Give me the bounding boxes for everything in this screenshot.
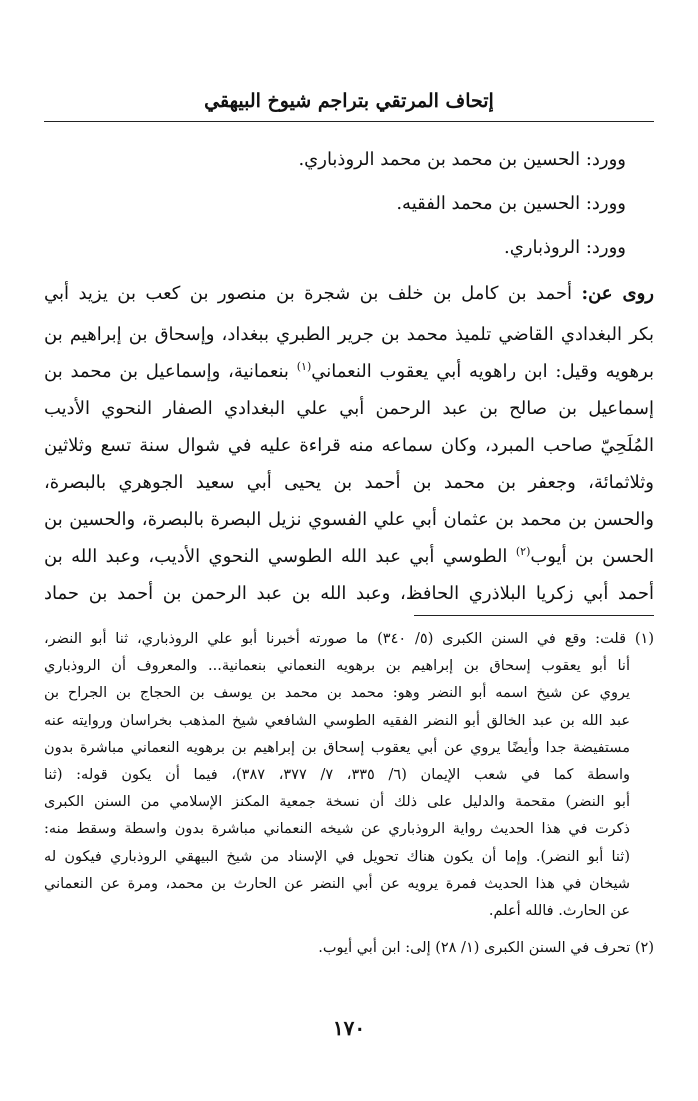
narration-text: الحسن بن أيوب bbox=[530, 546, 654, 567]
narration-line: إسماعيل بن صالح بن عبد الرحمن أبي علي البغدادي الصفار النحوي الأديب bbox=[44, 398, 654, 419]
narration-line: وثلاثمائة، وجعفر بن محمد بن أحمد بن يحيى أبي سعيد الجوهري بالبصرة، bbox=[44, 472, 654, 493]
footnotes bbox=[44, 626, 654, 962]
running-title: إتحاف المرتقي بتراجم شيوخ البيهقي bbox=[204, 90, 494, 112]
narration-line: بكر البغدادي القاضي تلميذ محمد بن جرير الطبري ببغداد، وإسحاق بن إبراهيم بن bbox=[44, 324, 654, 345]
footnote-ref-1[interactable]: (١) bbox=[296, 360, 312, 373]
narration-line bbox=[44, 353, 654, 390]
entry-line: وورد: الحسين بن محمد الفقيه. bbox=[396, 193, 626, 214]
footnote-line: يروي عن شيخ اسمه أبو النضر وهو: محمد بن محمد بن يوسف بن الحجاج بن الجراح بن bbox=[44, 685, 630, 702]
page-number: ١٧٠ bbox=[332, 1016, 366, 1040]
narration-line: والحسن بن محمد بن عثمان أبي علي الفسوي نزيل البصرة بالبصرة، والحسين بن bbox=[44, 509, 654, 530]
narration-text: أحمد بن كامل بن خلف بن شجرة بن منصور بن كعب بن يزيد أبي bbox=[44, 283, 573, 304]
footnote-line: عن الحارث. فالله أعلم. bbox=[488, 902, 630, 919]
footnote-line: شيخان في هذا الحديث فمرة يرويه عن أبي النضر عن الحارث بن محمد، ومرة عن النعماني bbox=[44, 875, 630, 892]
narration-line: المُلَحِيّ صاحب المبرد، وكان سماعه منه قراءة عليه في شوال سنة تسع وثلاثين bbox=[44, 435, 654, 456]
entry-line: وورد: الروذباري. bbox=[503, 237, 626, 258]
narration-text: برهويه وقيل: ابن راهويه أبي يعقوب النعماني bbox=[311, 361, 654, 382]
narration-text: الطوسي أبي عبد الله الطوسي النحوي الأديب، وعبد الله بن bbox=[44, 546, 508, 567]
footnote-line: مستفيضة جدا وأيضًا يروي عن أبي يعقوب إسحاق بن إبراهيم بن برهويه النعماني مباشرة بدون bbox=[44, 739, 630, 756]
narration-line bbox=[44, 272, 654, 316]
footnote-rule bbox=[414, 615, 654, 616]
footnote-line: أبو النضر) مقحمة والدليل على ذلك أن نسخة جمعية المكنز الإسلامي من السنن الكبرى bbox=[44, 794, 630, 811]
main-text bbox=[44, 138, 654, 612]
footnote-line: عبد الله بن عبد الخالق أبو النضر الفقيه الطوسي الشافعي شيخ المذهب بخراسان وروايته عنه bbox=[44, 712, 630, 729]
entry-line: وورد: الحسين بن محمد بن محمد الروذباري. bbox=[298, 149, 626, 170]
header-rule bbox=[44, 121, 654, 122]
narration-line bbox=[44, 538, 654, 575]
narration-text: بنعمانية، وإسماعيل بن محمد بن bbox=[44, 361, 289, 382]
narrated-from-label: روى عن: bbox=[581, 283, 654, 304]
footnote-line: واسطة كما في شعب الإيمان (٦/ ٣٣٥، ٧/ ٣٧٧، ٣٨٧)، فيما أن يكون قوله: (ثنا bbox=[44, 766, 630, 783]
footnote-line: (١) قلت: وقع في السنن الكبرى (٥/ ٣٤٠) ما صورته أخبرنا أبو علي الروذباري، ثنا أبو النضر، bbox=[44, 631, 654, 647]
footnote-ref-2[interactable]: (٢) bbox=[515, 545, 531, 558]
footnote-line: (ثنا أبو النضر). وإما أن يكون هناك تحويل في الإسناد من شيخ البيهقي الروذباري فيكون له bbox=[44, 848, 630, 865]
footnote-line: أنا أبو يعقوب إسحاق بن إبراهيم بن برهويه النعماني بنعمانية... والمعروف أن الروذباري bbox=[44, 658, 630, 675]
footnote-2: (٢) تحرف في السنن الكبرى (١/ ٢٨) إلى: ابن أبي أيوب. bbox=[318, 940, 654, 957]
footnote-line: ذكرت في هذا الحديث رواية الروذباري عن شيخه النعماني مباشرة بدون واسطة وسقط منه: bbox=[44, 821, 630, 838]
narration-line: أحمد أبي زكريا البلاذري الحافظ، وعبد الله بن عبد الرحمن بن أحمد بن حماد bbox=[44, 583, 654, 604]
